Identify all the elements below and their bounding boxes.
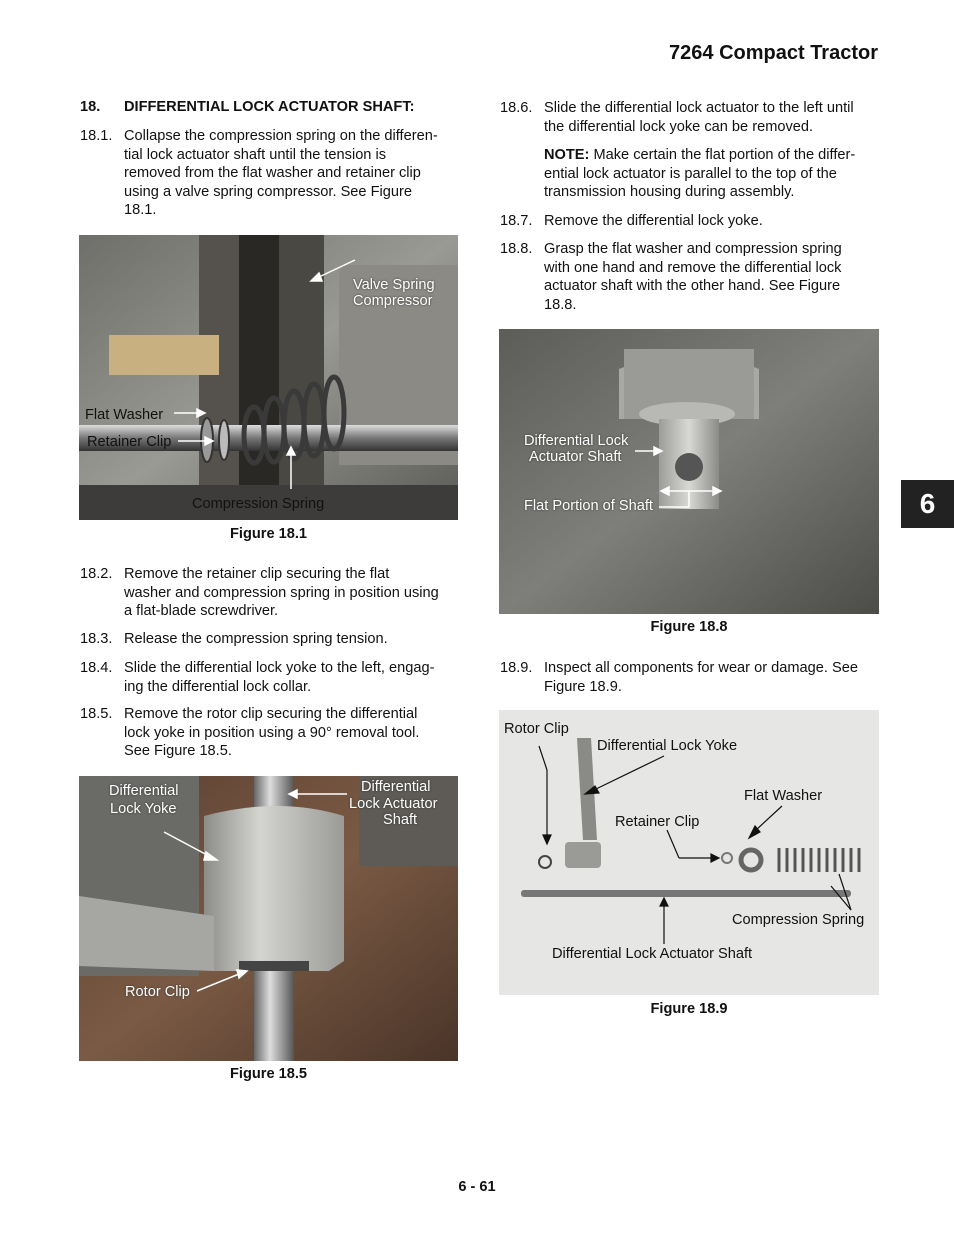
label-retainer-clip: Retainer Clip xyxy=(87,434,172,450)
step-18-1-text: Collapse the compression spring on the differen- tial lock actuator shaft until the tension is removed from the flat washer and retainer clip using a valve spring compressor. See Figure 18.1. xyxy=(124,128,438,219)
label-rotor-clip-part: Rotor Clip xyxy=(504,721,569,737)
label-valve-spring-compressor-1: Valve Spring xyxy=(353,277,435,293)
label-rotor-clip: Rotor Clip xyxy=(125,984,190,1000)
note-text: NOTE: Make certain the flat portion of the differ- ential lock actuator is parallel to the top of the transmission housing during assembly. xyxy=(544,147,856,201)
label-compression-spring-part: Compression Spring xyxy=(732,912,865,928)
step-18-2-text: Remove the retainer clip securing the flat washer and compression spring in position using a flat-blade screwdriver. xyxy=(124,566,439,620)
note-label: NOTE: xyxy=(544,147,590,163)
step-18-9-text: Inspect all components for wear or damage. See Figure 18.9. xyxy=(544,660,858,695)
step-number: 18.6. xyxy=(500,100,533,116)
figure-18-8-caption: Figure 18.8 xyxy=(650,619,728,635)
label-flat-washer: Flat Washer xyxy=(85,407,164,423)
label-differential-lock-actuator-shaft-2: Actuator Shaft xyxy=(529,449,622,465)
step-18-7-text: Remove the differential lock yoke. xyxy=(544,213,763,229)
step-18-8-text: Grasp the flat washer and compression spring with one hand and remove the differential lock actuator shaft with the other hand. See Figure 18.8. xyxy=(544,241,842,313)
figure-18-5-caption: Figure 18.5 xyxy=(229,1066,308,1082)
figure-18-8-photo xyxy=(499,329,879,614)
figure-18-1-caption: Figure 18.1 xyxy=(229,526,308,542)
label-flat-washer-part: Flat Washer xyxy=(744,788,823,804)
step-number: 18.5. xyxy=(80,706,113,722)
step-number: 18.7. xyxy=(500,213,533,229)
step-number: 18.1. xyxy=(80,128,113,144)
label-compression-spring: Compression Spring xyxy=(192,496,325,512)
step-18-3-text: Release the compression spring tension. xyxy=(124,631,388,647)
step-number: 18.4. xyxy=(80,660,113,676)
label-differential-lock-yoke-1: Differential xyxy=(109,783,179,799)
label-valve-spring-compressor-2: Compressor xyxy=(353,293,433,309)
step-number: 18.3. xyxy=(80,631,113,647)
step-18-5-text: Remove the rotor clip securing the differential lock yoke in position using a 90° removal tool. See Figure 18.5. xyxy=(124,706,420,760)
label-retainer-clip-part: Retainer Clip xyxy=(615,814,700,830)
label-flat-portion-of-shaft: Flat Portion of Shaft xyxy=(524,498,653,514)
label-differential-lock-actuator-1: Differential xyxy=(361,779,431,795)
label-differential-lock-yoke-part: Differential Lock Yoke xyxy=(597,738,738,754)
label-differential-lock-yoke-2: Lock Yoke xyxy=(110,801,177,817)
label-differential-lock-actuator-shaft-1: Differential Lock xyxy=(524,433,629,449)
section-number: 18. xyxy=(80,99,101,115)
label-differential-lock-actuator-shaft-part: Differential Lock Actuator Shaft xyxy=(552,946,753,962)
label-differential-lock-actuator-3: Shaft xyxy=(383,812,418,828)
figure-18-9-caption: Figure 18.9 xyxy=(650,1001,728,1017)
step-number: 18.9. xyxy=(500,660,533,676)
label-differential-lock-actuator-2: Lock Actuator xyxy=(349,796,438,812)
figure-18-1-photo xyxy=(79,235,458,520)
page-number: 6 - 61 xyxy=(458,1179,496,1195)
step-18-6-text: Slide the differential lock actuator to the left until the differential lock yoke can be removed. xyxy=(544,100,854,135)
figure-18-5-photo xyxy=(79,776,458,1061)
chapter-tab: 6 xyxy=(901,480,954,528)
page-header-title: 7264 Compact Tractor xyxy=(669,42,878,64)
step-number: 18.8. xyxy=(500,241,533,257)
figure-18-9-photo xyxy=(499,710,879,995)
section-title: DIFFERENTIAL LOCK ACTUATOR SHAFT: xyxy=(124,99,415,115)
step-18-4-text: Slide the differential lock yoke to the left, engag- ing the differential lock collar. xyxy=(124,660,435,695)
step-number: 18.2. xyxy=(80,566,113,582)
